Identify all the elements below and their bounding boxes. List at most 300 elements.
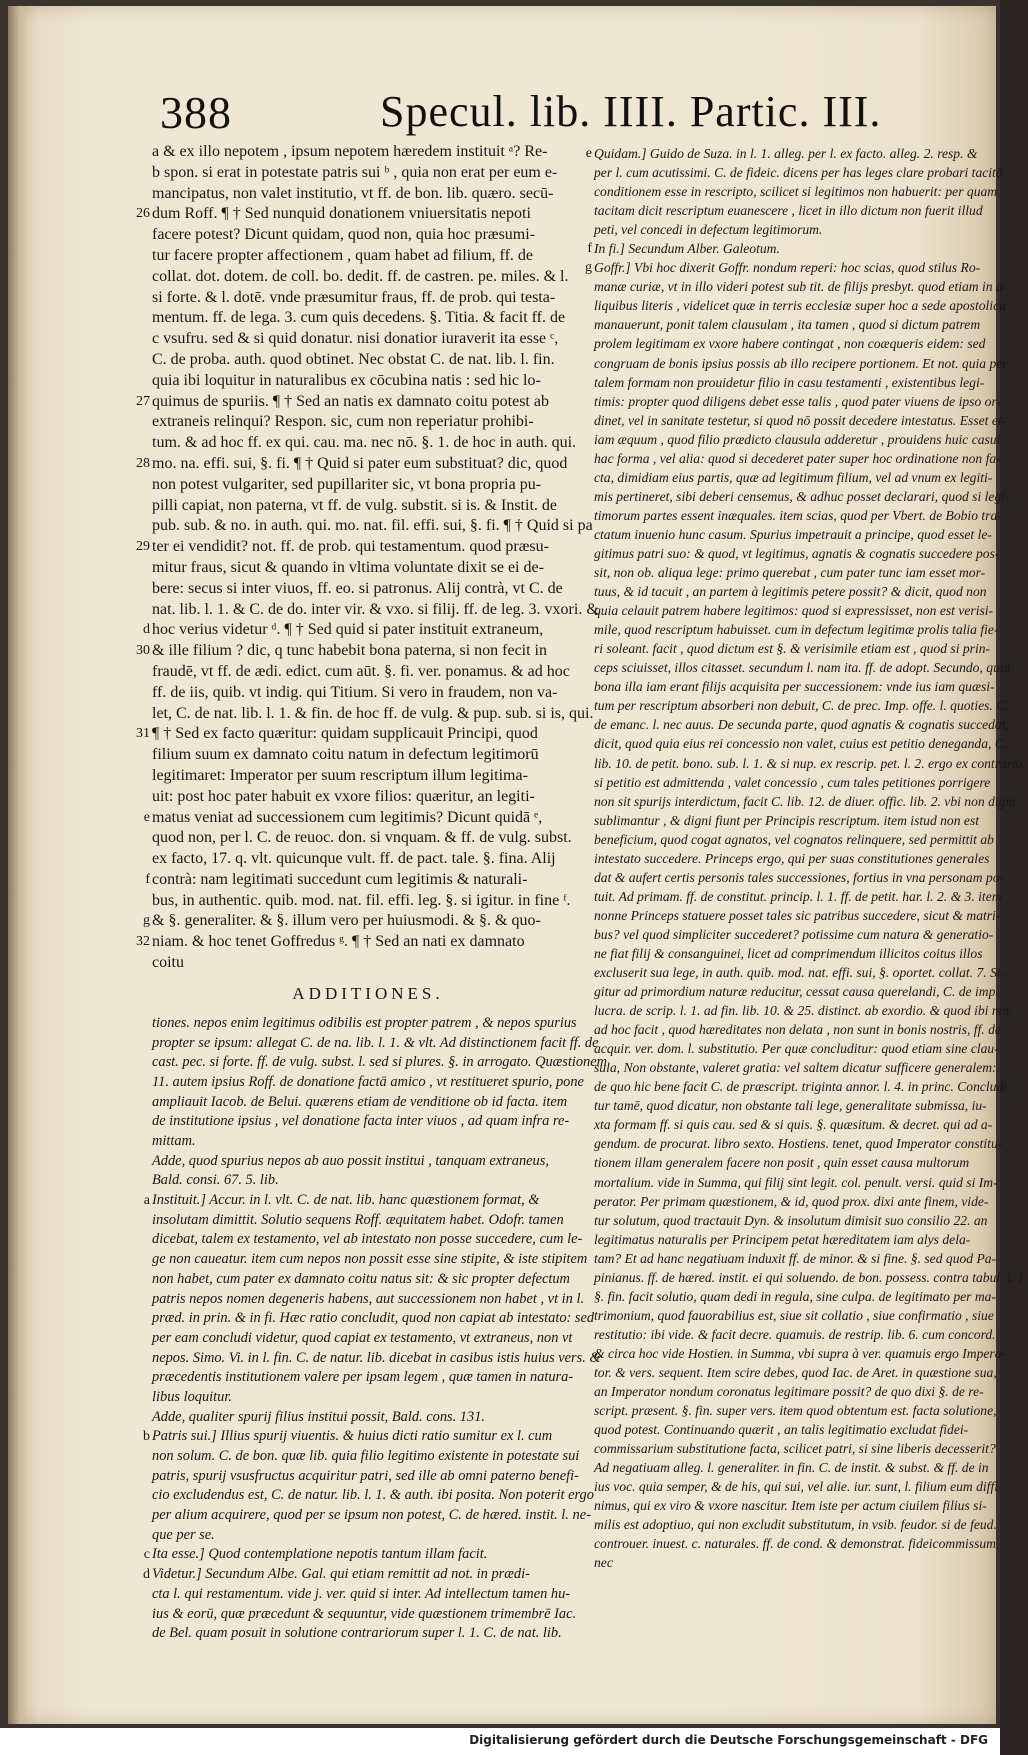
text-line bbox=[585, 144, 982, 163]
text-line bbox=[594, 830, 994, 849]
line-text: Ad negatiuam alleg. l. generaliter. in fin. C. de instit. & subst. & ff. de in bbox=[594, 1460, 989, 1476]
line-text: tur solutum, quod tractauit Dyn. & insolutum dimisit suo consilio 22. an bbox=[594, 1212, 988, 1228]
line-text: Adde, quod spurius nepos ab auo possit institui , tanquam extraneus, bbox=[152, 1152, 549, 1169]
text-line bbox=[152, 1526, 584, 1546]
text-line bbox=[152, 683, 584, 704]
line-text: commissarium substitutione facta, scilicet patri, si sine liberis decesserit? bbox=[594, 1441, 996, 1457]
text-line bbox=[594, 1249, 997, 1268]
line-text: ad hoc facit , quod hæreditates non delata , non sunt in bonis nostris, ff. de bbox=[594, 1022, 1001, 1038]
margin-marker: c bbox=[143, 1547, 150, 1563]
text-line bbox=[136, 537, 584, 558]
text-line bbox=[594, 220, 982, 239]
footer-credit: Digitalisierung gefördert durch die Deutsche Forschungsgemeinschaft - DFG bbox=[469, 1733, 988, 1747]
line-text: let, C. de nat. lib. l. 1. & fin. de hoc ff. de vulg. & pup. sub. si is, qui. bbox=[152, 704, 594, 722]
text-line bbox=[152, 1368, 584, 1388]
text-line bbox=[594, 792, 1017, 811]
line-text: perator. Per primam quæstionem, & id, quod prox. dixi ante finem, vide- bbox=[594, 1193, 989, 1209]
text-line bbox=[594, 411, 1007, 430]
text-line bbox=[152, 1290, 584, 1310]
text-line bbox=[152, 704, 594, 725]
line-text: dicebat, talem ex testamento, vel ab intestato non posse succedere, cum le- bbox=[152, 1231, 583, 1248]
line-text: manæ curiæ, vt in illo videri potest sub tit. de filijs presbyt. quod etiam in a- bbox=[594, 279, 1008, 295]
text-line bbox=[143, 1191, 584, 1211]
text-line bbox=[594, 1344, 1007, 1363]
margin-marker: 26 bbox=[136, 206, 150, 222]
line-text: §. fin. facit solutio, quam dedi in regula, sine culpa. de legitimato per ma- bbox=[594, 1288, 996, 1304]
additiones-text bbox=[143, 1014, 608, 1644]
line-text: tur tamē, quod dicatur, non obstante tali lege, generalitate submissa, iu- bbox=[594, 1098, 987, 1114]
line-text: tur facere propter affectionem , quam habet ad filium, ff. de bbox=[152, 246, 534, 264]
line-text: milis est adoptiuo, qui non excludit substitutum, in vsib. feudor. si de feud. bbox=[594, 1517, 997, 1533]
line-text: nepos. Simo. Vi. in l. fin. C. de natur. lib. dicebat in casibus istis huius vers. & bbox=[152, 1349, 601, 1366]
text-line bbox=[594, 1268, 1028, 1287]
text-line bbox=[594, 468, 993, 487]
text-line bbox=[594, 506, 1002, 525]
text-line bbox=[152, 1014, 584, 1034]
text-line bbox=[152, 1605, 584, 1625]
line-text: per eam concludi videtur, quod capiat ex testamento, vt extraneus, non vt bbox=[152, 1329, 573, 1346]
line-text: per l. cum acutissimi. C. de fideic. dicens per has leges clare probari tacitā bbox=[594, 165, 1003, 181]
line-text: mentum. ff. de lega. 3. cum quis decedens. §. Titia. & facit ff. de bbox=[152, 309, 566, 327]
text-line bbox=[594, 1020, 1001, 1039]
line-text: C. de proba. auth. quod obtinet. Nec obstat C. de nat. lib. l. fin. bbox=[152, 350, 555, 368]
line-text: de emanc. l. nec auus. De secunda parte, quod agnatis & cognatis succedat, bbox=[594, 717, 1009, 733]
text-line bbox=[594, 449, 1001, 468]
text-line bbox=[143, 1427, 584, 1447]
text-line bbox=[594, 487, 1010, 506]
text-line bbox=[594, 1153, 982, 1172]
line-text: Patris sui.] Illius spurij viuentis. & huius dicti ratio sumitur ex l. cum bbox=[152, 1428, 553, 1445]
line-text: ius & eorū, quæ præcedunt & sequuntur, vide quæstionem trimembrē Iac. bbox=[152, 1605, 577, 1622]
line-text: contrà: nam legitimati succedunt cum legitimis & naturali- bbox=[152, 870, 528, 888]
line-text: de institutione ipsius , vel donatione facta inter viuos , ad quam infra re- bbox=[152, 1113, 570, 1130]
running-head: Specul. lib. IIII. Partic. III. bbox=[380, 87, 882, 136]
text-line bbox=[594, 1287, 996, 1306]
text-line bbox=[594, 811, 982, 830]
text-line bbox=[594, 1211, 988, 1230]
line-text: tuus, & id tacuit , an partem à legitimis petere possit? & dicit, quod non bbox=[594, 584, 987, 600]
margin-marker: f bbox=[587, 241, 592, 257]
margin-marker: 32 bbox=[136, 934, 150, 950]
margin-marker: f bbox=[145, 871, 150, 887]
margin-marker: d bbox=[143, 622, 150, 638]
line-text: manauerunt, ponit talem clausulam , ita tamen , quod si dictum patrem bbox=[594, 317, 981, 333]
text-line bbox=[594, 373, 985, 392]
line-text: an Imperator nondum coronatus legitimare possit? de quo dixi §. de re- bbox=[594, 1384, 984, 1400]
line-text: per alium acquirere, quod per se ipsum non potest, C. de hæred. instit. l. ne- bbox=[152, 1507, 591, 1524]
margin-marker: 29 bbox=[136, 539, 150, 555]
line-text: tam? Et ad hanc negatiuam induxit ff. de minor. & si fine. §. sed quod Pa- bbox=[594, 1250, 997, 1266]
text-line bbox=[594, 868, 1005, 887]
line-text: collat. dot. dotem. de coll. bo. dedit. ff. de castren. pe. miles. & l. bbox=[152, 267, 569, 285]
line-text: præd. in prin. & in fi. Hæc ratio concludit, quod non capiat ab intestato: sed bbox=[152, 1310, 595, 1327]
text-line bbox=[136, 641, 584, 662]
line-text: gendum. de procurat. libro sexto. Hostiens. tenet, quod Imperator constitu- bbox=[594, 1136, 1003, 1152]
line-text: timorum partes essent inæquales. item scias, quod per Vbert. de Bobio tra- bbox=[594, 507, 1002, 523]
margin-marker: a bbox=[143, 1193, 150, 1209]
line-text: ¶ † Sed ex facto quæritur: quidam supplicauit Principi, quod bbox=[152, 725, 538, 743]
text-line bbox=[594, 1553, 982, 1572]
line-text: fraudē, vt ff. de ædi. edict. cum aūt. §. fi. ver. ponamus. & ad hoc bbox=[152, 662, 570, 680]
line-text: filium suum ex damnato coitu natum in defectum legitimorū bbox=[152, 746, 539, 764]
line-text: coitu bbox=[152, 954, 184, 972]
text-line bbox=[152, 412, 584, 433]
text-line bbox=[594, 201, 982, 220]
text-line bbox=[152, 288, 584, 309]
line-text: mitur fraus, sicut & quando in vltima voluntate dixit se ei de- bbox=[152, 558, 544, 576]
line-text: ctatum inuenio hunc casum. Spurius impetrauit a principe, quod esset le- bbox=[594, 526, 992, 542]
text-line bbox=[152, 953, 584, 974]
text-line bbox=[152, 558, 584, 579]
line-text: c vsufru. sed & si quid donatur. nisi donatior iuraverit ita esse ᶜ, bbox=[152, 330, 559, 348]
line-text: hac forma , vel alia: quod si decederet pater super hoc ordinatione non fa- bbox=[594, 450, 1001, 466]
line-text: congruam de bonis ipsius possis ab illo recipere portionem. Et not. quia per bbox=[594, 355, 1008, 371]
line-text: bus? vel quod simpliciter succederet? potissime cum natura & generatio- bbox=[594, 926, 994, 942]
text-line bbox=[152, 828, 584, 849]
line-text: præcedentis institutionem valere per ipsam legem , quæ tamen in natura- bbox=[152, 1369, 574, 1386]
line-text: peti, vel concedi in defectum legitimorum. bbox=[594, 222, 823, 238]
text-line bbox=[594, 715, 1009, 734]
line-text: hoc verius videtur ᵈ. ¶ † Sed quid si pater instituit extraneum, bbox=[152, 621, 544, 639]
digitization-footer bbox=[0, 1728, 1000, 1755]
text-line bbox=[594, 734, 1008, 753]
line-text: nat. lib. l. 1. & C. de do. inter vir. & vxo. si filij. ff. de leg. 3. vxori. & bbox=[152, 600, 599, 618]
text-line bbox=[136, 204, 584, 225]
text-line bbox=[594, 696, 1009, 715]
line-text: Goffr.] Vbi hoc dixerit Goffr. nondum reperi: hoc scias, quod stilus Ro- bbox=[594, 260, 981, 276]
text-line bbox=[152, 1506, 591, 1526]
text-line bbox=[136, 724, 584, 745]
line-text: iam æquum , quod filio prædicto clausula adderetur , prouidens huic casui bbox=[594, 431, 1001, 447]
text-line bbox=[594, 1039, 999, 1058]
text-line bbox=[594, 1134, 1003, 1153]
text-line bbox=[152, 600, 599, 621]
text-line bbox=[594, 1420, 982, 1439]
line-text: beneficium, quod cogat agnatos, vel cognatos relinquere, sed permittit ab bbox=[594, 831, 994, 847]
text-line bbox=[152, 1388, 584, 1408]
line-text: mile, quod rescriptum habuisset. cum in defectum legitimæ prolis talia fie- bbox=[594, 622, 999, 638]
line-text: lucra. de scrip. l. 1. ad fin. lib. 10. & 25. distinct. ab exordio. & quod ibi not. bbox=[594, 1003, 1013, 1019]
line-text: ff. de iis, quib. vt indig. qui Titium. Si vero in fraudem, non va- bbox=[152, 683, 558, 701]
line-text: Quidam.] Guido de Suza. in l. 1. alleg. per l. ex facto. alleg. 2. resp. & bbox=[594, 146, 978, 161]
margin-marker: 27 bbox=[136, 393, 150, 409]
text-line bbox=[594, 620, 999, 639]
line-text: ius voc. quia semper, & de his, qui sui, vel alie. iur. sunt, l. filium eum diffi- bbox=[594, 1479, 1003, 1495]
line-text: extraneis relinqui? Respon. sic, cum non reperiatur prohibi- bbox=[152, 413, 534, 431]
line-text: cta l. qui restamentum. vide j. ver. quid si inter. Ad intellectum tamen hu- bbox=[152, 1585, 571, 1602]
text-line bbox=[594, 1325, 996, 1344]
text-line bbox=[152, 1250, 588, 1270]
text-line bbox=[594, 773, 991, 792]
line-text: uit: post hoc pater habuit ex vxore filios: quæritur, an legiti- bbox=[152, 787, 535, 805]
text-line bbox=[594, 1115, 993, 1134]
text-line bbox=[152, 267, 584, 288]
line-text: legitimaret: Imperator per suum rescriptum illum legitima- bbox=[152, 766, 528, 784]
text-line bbox=[594, 849, 990, 868]
line-text: tuit. Ad primam. ff. de constitut. princip. l. 1. ff. de petit. har. l. 2. & 3. item bbox=[594, 888, 1002, 904]
line-text: dat & aufert certis personis tales successiones, fortius in vna personam po- bbox=[594, 869, 1005, 885]
text-line bbox=[594, 1382, 982, 1401]
line-text: legitimatus naturalis per Principem petat hæreditatem iam alys dela- bbox=[594, 1231, 971, 1247]
text-line bbox=[594, 1458, 989, 1477]
line-text: insolutam dimittit. Solutio sequens Roff. æquitatem habet. Odofr. tamen bbox=[152, 1211, 564, 1228]
text-line bbox=[594, 1230, 982, 1249]
line-text: sit, non ob. aliqua lege: primo querebat , cum pater tunc iam esset mor- bbox=[594, 565, 986, 581]
text-line bbox=[594, 1077, 1012, 1096]
text-line bbox=[152, 1230, 584, 1250]
line-text: nonne Princeps statuere posset tales sic patribus succedere, sicut & matri- bbox=[594, 907, 1001, 923]
line-text: excluserit sua lege, in auth. quib. mod. nat. effi. sui, §. oportet. collat. 7. Si- bbox=[594, 965, 1006, 981]
line-text: mo. na. effi. sui, §. fi. ¶ † Quid si pater eum substituat? dic, quod bbox=[152, 454, 568, 472]
line-text: mortalium. vide in Summa, qui filij sint legit. col. penult. versi. quid si Im- bbox=[594, 1174, 998, 1190]
line-text: Ita esse.] Quod contemplatione nepotis tantum illam facit. bbox=[152, 1546, 488, 1563]
text-line bbox=[152, 371, 584, 392]
line-text: ex facto, 17. q. vlt. quicunque vult. ff. de pact. tale. §. fina. Alij bbox=[152, 850, 556, 868]
text-line bbox=[152, 1467, 584, 1487]
line-text: patris nepos nomen degeneris habens, aut successionem non habet , vt in l. bbox=[152, 1290, 585, 1307]
text-line bbox=[594, 639, 991, 658]
text-line bbox=[136, 932, 584, 953]
margin-marker: g bbox=[143, 913, 150, 929]
line-text: intestato succedere. Princeps ergo, qui per suas constitutiones generales bbox=[594, 850, 990, 866]
text-line bbox=[594, 525, 992, 544]
text-line bbox=[152, 350, 584, 371]
right-column bbox=[585, 144, 1028, 1573]
line-text: ampliauit Iacob. de Belui. quærens etiam de venditione ob id facta. item bbox=[152, 1093, 568, 1110]
text-line bbox=[152, 1152, 584, 1172]
margin-marker: 30 bbox=[136, 643, 150, 659]
line-text: nec bbox=[594, 1555, 613, 1571]
line-text: cast. pec. si forte. ff. de vulg. subst. l. sed si plures. §. in arrogato. Quæstionem bbox=[152, 1054, 608, 1071]
line-text: In fi.] Secundum Alber. Galeotum. bbox=[594, 241, 780, 257]
page-gutter bbox=[8, 6, 28, 1724]
line-text: mancipatus, non valet institutio, vt ff. de bon. lib. quæro. secū- bbox=[152, 184, 554, 202]
line-text: tum per rescriptum absorberi non debuit, C. de prec. Imp. offe. l. quoties. C. bbox=[594, 698, 1009, 714]
text-line bbox=[594, 1496, 987, 1515]
line-text: & §. generaliter. & §. illum vero per huiusmodi. & §. & quo- bbox=[152, 912, 541, 930]
margin-marker: e bbox=[143, 809, 150, 825]
text-line bbox=[152, 184, 584, 205]
text-line bbox=[152, 1329, 584, 1349]
text-line bbox=[594, 944, 982, 963]
line-text: ter ei vendidit? not. ff. de prob. qui testamentum. quod præsu- bbox=[152, 538, 549, 556]
text-line bbox=[152, 891, 584, 912]
line-text: gitimus patri suo: & quod, vt legitimus, agnatis & cognatis succedere pos- bbox=[594, 545, 1000, 561]
text-line bbox=[152, 1073, 584, 1093]
text-line bbox=[152, 1408, 584, 1428]
text-line bbox=[594, 277, 1008, 296]
line-text: non potest vulgariter, sed pupillariter sic, vt bona propria pu- bbox=[152, 475, 542, 493]
text-line bbox=[152, 246, 584, 267]
line-text: sula, Non obstante, valeret gratia: vel saltem dicatur sufficere generalem: bbox=[594, 1060, 997, 1076]
line-text: pilli capiat, non paterna, vt ff. de vulg. substit. si is. & Instit. de bbox=[152, 496, 557, 514]
text-line bbox=[152, 516, 593, 537]
line-text: sublimantur , & digni fiunt per Principis rescriptum. item istud non est bbox=[594, 812, 980, 828]
line-text: conditionem esse in rescripto, scilicet si legitimos non habuerit: per quam bbox=[594, 184, 998, 200]
line-text: a & ex illo nepotem , ipsum nepotem hæredem instituit ᵃ? Re- bbox=[152, 143, 548, 160]
text-line bbox=[585, 258, 982, 277]
line-text: patris, spurij vsusfructus acquiritur patri, sed ille ab omni paterno benefi- bbox=[152, 1467, 579, 1484]
line-text: restitutio: ibi vide. & facit decre. quamuis. de restrip. lib. 6. cum concord. bbox=[594, 1326, 996, 1342]
text-line bbox=[594, 677, 995, 696]
text-line bbox=[152, 1486, 594, 1506]
line-text: Bald. consi. 67. 5. lib. bbox=[152, 1172, 279, 1189]
text-line bbox=[152, 142, 584, 163]
line-text: mittam. bbox=[152, 1133, 196, 1149]
text-line bbox=[594, 754, 1027, 773]
annotations-text bbox=[585, 144, 1028, 1573]
text-line bbox=[152, 1349, 601, 1369]
text-line bbox=[152, 1211, 584, 1231]
text-line bbox=[594, 163, 1003, 182]
text-line bbox=[594, 982, 999, 1001]
text-line bbox=[152, 225, 584, 246]
line-text: niam. & hoc tenet Goffredus ᵍ. ¶ † Sed an nati ex damnato bbox=[152, 933, 525, 951]
line-text: pub. sub. & no. in auth. qui. mo. nat. fil. effi. sui, §. fi. ¶ † Quid si pa bbox=[152, 517, 593, 535]
line-text: controuer. inuest. c. naturales. ff. de cond. & demonstrat. fideicommissum. bbox=[594, 1536, 1000, 1552]
line-text: nimus, qui ex viro & vxore nascitur. Item iste per actum ciuilem filius si- bbox=[594, 1498, 987, 1514]
line-text: ceps sciuisset, illos citasset. secundum l. nam ita. ff. de adopt. Secundo, quia bbox=[594, 660, 1011, 676]
line-text: b spon. si erat in potestate patris sui ᵇ , quia non erat per eum e- bbox=[152, 163, 558, 181]
line-text: quod non, per l. C. de reuoc. don. si vnquam. & ff. de vulg. subst. bbox=[152, 829, 572, 847]
text-line bbox=[594, 182, 998, 201]
line-text: quimus de spuriis. ¶ † Sed an natis ex damnato coitu potest ab bbox=[152, 392, 549, 410]
margin-marker: b bbox=[143, 1429, 150, 1445]
line-text: non sit spurijs interdictum, facit C. lib. 12. de diuer. offic. lib. 2. vbi non digni bbox=[594, 793, 1017, 809]
line-text: bona illa iam erant filijs acquisita per successionem: vnde ius iam quæsi- bbox=[594, 679, 995, 695]
line-text: ge non caueatur. item cum nepos non possit esse sine stipite, & iste stipitem bbox=[152, 1251, 588, 1268]
line-text: xta formam ff. si quis cau. sed & si quis. §. quæsitum. & decret. qui ad a- bbox=[594, 1117, 993, 1133]
text-line bbox=[587, 239, 982, 258]
line-text: & circa hoc vide Hostien. in Summa, vbi supra à ver. quamuis ergo Impera- bbox=[594, 1345, 1007, 1361]
left-column bbox=[136, 142, 608, 1644]
text-line bbox=[152, 1112, 584, 1132]
text-line bbox=[152, 1034, 599, 1054]
line-text: mis pertineret, sibi deberi censemus, & adhuc posset declarari, quod si legi- bbox=[594, 488, 1010, 504]
line-text: cio excludendus est, C. de natur. lib. l. 1. & auth. ibi posita. Non poterit ergo bbox=[152, 1487, 594, 1504]
text-line bbox=[594, 1515, 997, 1534]
text-line bbox=[594, 315, 982, 334]
text-line bbox=[594, 1534, 1000, 1553]
text-line bbox=[152, 745, 584, 766]
text-line bbox=[594, 582, 987, 601]
text-line bbox=[594, 925, 994, 944]
line-text: timis: propter quod diligens debet esse talis , quod pater viuens de ipso or- bbox=[594, 393, 1001, 409]
text-line bbox=[594, 1192, 989, 1211]
line-text: tum. & ad hoc ff. ex qui. cau. ma. nec nō. §. 1. de hoc in auth. qui. bbox=[152, 434, 577, 452]
line-text: lib. 10. de petit. bono. sub. l. 1. & si nup. ex rescrip. pet. l. 2. ergo ex contrario, bbox=[594, 755, 1027, 771]
text-line bbox=[594, 296, 1006, 315]
text-line bbox=[594, 887, 1002, 906]
text-line bbox=[152, 1585, 584, 1605]
text-line bbox=[594, 392, 1001, 411]
line-text: ri soleant. facit , quod dictum est §. & verisimile etiam est , quod si prin- bbox=[594, 641, 991, 657]
text-line bbox=[143, 911, 584, 932]
page-number: 388 bbox=[160, 87, 232, 138]
line-text: liquibus literis , videlicet quæ in terris ecclesiæ super hoc a sede apostolica bbox=[594, 298, 1006, 314]
text-line bbox=[152, 787, 584, 808]
text-line bbox=[152, 766, 584, 787]
line-text: & ille filium ? dic, q tunc habebit bona paterna, si non fecit in bbox=[152, 642, 547, 660]
text-line bbox=[594, 430, 1001, 449]
text-line bbox=[143, 620, 584, 641]
line-text: facere potest? Dicunt quidam, quod non, quia hoc præsumi- bbox=[152, 226, 536, 244]
text-line bbox=[594, 658, 1011, 677]
line-text: talem formam non prouidetur filio in casu testamenti , existentibus legi- bbox=[594, 374, 985, 390]
text-line bbox=[143, 1565, 584, 1585]
additiones-heading: ADDITIONES. bbox=[292, 983, 444, 1003]
text-line bbox=[594, 1096, 987, 1115]
margin-marker: g bbox=[585, 260, 592, 276]
line-text: non habet, cum pater ex damnato coitu natus sit: & sic propter defectum bbox=[152, 1270, 570, 1287]
margin-marker: e bbox=[585, 146, 592, 161]
line-text: bus, in authentic. quib. mod. nat. fil. effi. leg. §. si igitur. in fine ᶠ. bbox=[152, 891, 571, 909]
line-text: quia celauit patrem habere legitimos: quod si expressisset, non est verisi- bbox=[594, 603, 994, 619]
text-line bbox=[594, 1439, 996, 1458]
line-text: tiones. nepos enim legitimus odibilis est propter patrem , & nepos spurius bbox=[152, 1014, 577, 1031]
text-line bbox=[152, 1053, 608, 1073]
line-text: script. præsent. §. fin. super vers. item quod obtentum est. facta solutione, bbox=[594, 1403, 997, 1419]
line-text: gitur ad primordium naturæ reducitur, cessat causa querelandi, C. de imp. bbox=[594, 984, 999, 1000]
line-text: tacitam dicit rescriptum euanescere , licet in illo dictum non fuerit illud bbox=[594, 203, 983, 219]
text-line bbox=[594, 544, 1000, 563]
line-text: que per se. bbox=[152, 1526, 215, 1543]
line-text: prolem legitimam ex vxore habere contingat , non coæqueris eidem: sed bbox=[594, 336, 986, 352]
line-text: Videtur.] Secundum Albe. Gal. qui etiam remittit ad not. in prædi- bbox=[152, 1566, 530, 1583]
text-line bbox=[594, 963, 1006, 982]
text-line bbox=[594, 1173, 998, 1192]
line-text: tor. & vers. sequent. Item scire debes, quod Iac. de Aret. in quæstione sua, bbox=[594, 1365, 997, 1380]
line-text: dicit, quod quia eius rei concessio non valet, cuius est petitio deneganda, C. bbox=[594, 736, 1008, 752]
line-text: Instituit.] Accur. in l. vlt. C. de nat. lib. hanc quæstionem format, & bbox=[152, 1192, 540, 1209]
main-text bbox=[136, 142, 599, 974]
line-text: de Bel. quam posuit in solutione contrariorum super l. 1. C. de nat. lib. bbox=[152, 1625, 562, 1642]
line-text: quia ibi loquitur in naturalibus ex cōcubina natis : sed hic lo- bbox=[152, 371, 541, 389]
text-line bbox=[594, 1001, 1013, 1020]
line-text: si petitio est admittenda , valet concessio , cum tales petitiones porrigere bbox=[594, 774, 991, 790]
line-text: de quo hic bene facit C. de præscript. triginta annor. l. 4. in princ. Concludi- bbox=[594, 1079, 1012, 1095]
text-line bbox=[136, 454, 584, 475]
text-line bbox=[152, 662, 584, 683]
line-text: cta, dimidiam eius partis, quæ ad legitimum filium, vel ad vnum ex legiti- bbox=[594, 469, 993, 485]
text-line bbox=[594, 563, 986, 582]
line-text: non solum. C. de bon. quæ lib. quia filio legitimo existente in potestate sui bbox=[152, 1448, 580, 1464]
text-line bbox=[594, 906, 1001, 925]
text-line bbox=[594, 1477, 1003, 1496]
text-line bbox=[594, 1401, 997, 1420]
margin-marker: d bbox=[143, 1567, 150, 1583]
text-line bbox=[152, 496, 584, 517]
text-line bbox=[152, 579, 584, 600]
line-text: libus loquitur. bbox=[152, 1388, 232, 1405]
text-line bbox=[594, 1363, 997, 1382]
line-text: 11. autem ipsius Roff. de donatione factā amico , vt restitueret spurio, pone bbox=[152, 1073, 584, 1090]
text-line bbox=[152, 1309, 595, 1329]
text-line bbox=[152, 329, 584, 350]
line-text: Adde, qualiter spurij filius institui possit, Bald. cons. 131. bbox=[152, 1408, 485, 1425]
text-line bbox=[152, 433, 584, 454]
text-line bbox=[594, 334, 986, 353]
text-line bbox=[143, 1545, 584, 1565]
line-text: dinet, vel in sanitate testetur, si quod nō possit decedere intestatus. Esset et- bbox=[594, 412, 1007, 428]
text-line bbox=[152, 849, 584, 870]
line-text: dum Roff. ¶ † Sed nunquid donationem vniuersitatis nepoti bbox=[152, 205, 531, 223]
line-text: tionem illam generalem facere non posit , quin esset causa multorum bbox=[594, 1155, 970, 1171]
page-header bbox=[150, 86, 970, 142]
text-line bbox=[594, 1306, 994, 1325]
text-line bbox=[152, 163, 584, 184]
text-line bbox=[143, 808, 584, 829]
